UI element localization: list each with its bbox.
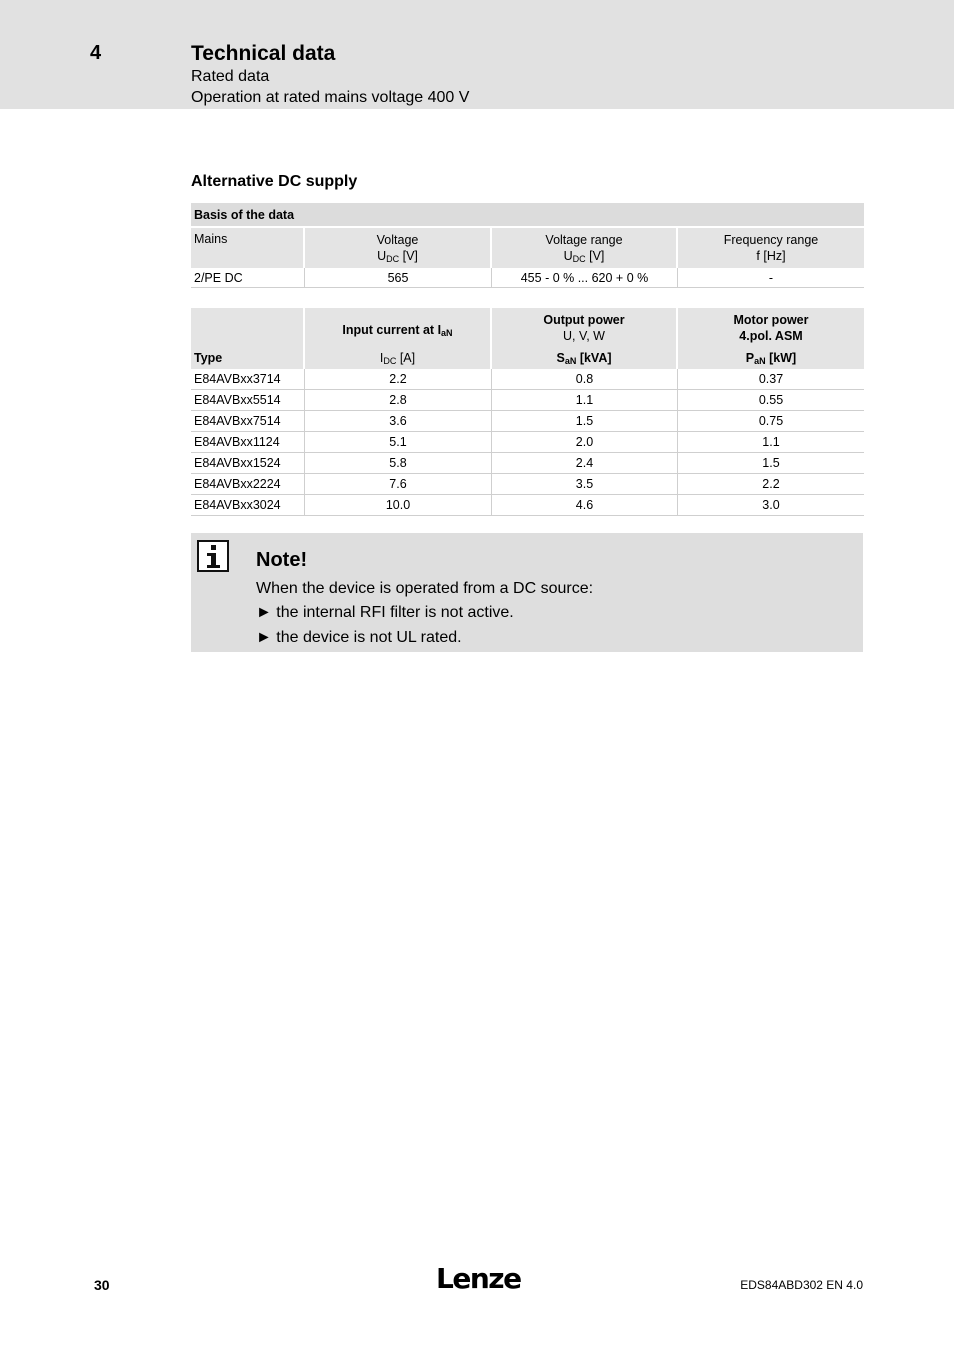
header-voltage-subscript: DC xyxy=(386,254,400,264)
header-type: Type xyxy=(191,308,305,369)
header-input-current xyxy=(305,308,492,369)
note-line-3: ► the device is not UL rated. xyxy=(256,629,462,646)
cell-output-power: 1.1 xyxy=(492,390,678,411)
cell-motor-power: 2.2 xyxy=(678,474,864,495)
cell-input-current: 2.2 xyxy=(305,369,492,390)
header-frequency xyxy=(678,226,864,268)
header-output-label: Output power xyxy=(543,313,625,327)
cell-type: E84AVBxx3714 xyxy=(191,369,305,390)
header-output-power xyxy=(492,308,678,369)
table-row xyxy=(191,495,864,516)
cell-type: E84AVBxx3024 xyxy=(191,495,305,516)
header-voltage-range xyxy=(492,226,678,268)
info-icon xyxy=(197,540,229,572)
note-line-1: When the device is operated from a DC source: xyxy=(256,580,594,597)
page-number: 30 xyxy=(94,1277,110,1293)
basis-table xyxy=(191,203,864,288)
table-row xyxy=(191,453,864,474)
cell-type: E84AVBxx1524 xyxy=(191,453,305,474)
cell-output-power: 1.5 xyxy=(492,411,678,432)
cell-motor-power: 3.0 xyxy=(678,495,864,516)
header-subtitle-1: Rated data xyxy=(191,68,270,85)
cell-input-current: 10.0 xyxy=(305,495,492,516)
header-freq-label: Frequency range xyxy=(723,233,819,247)
cell-output-power: 2.0 xyxy=(492,432,678,453)
cell-motor-power: 0.55 xyxy=(678,390,864,411)
cell-motor-power: 1.1 xyxy=(678,432,864,453)
header-freq-unit: f [Hz] xyxy=(756,249,786,263)
cell-type: E84AVBxx2224 xyxy=(191,474,305,495)
cell-mains: 2/PE DC xyxy=(191,268,305,288)
header-output-unit-group: $S_{aN}$ [kVA] xyxy=(556,351,612,366)
header-motor-subline: 4.pol. ASM xyxy=(739,329,803,343)
table-row xyxy=(191,390,864,411)
cell-input-current: 2.8 xyxy=(305,390,492,411)
header-band xyxy=(0,0,954,109)
header-range-symbol: U xyxy=(563,249,573,263)
table-row xyxy=(191,411,864,432)
basis-caption: Basis of the data xyxy=(191,203,864,226)
header-voltage-unit: [V] xyxy=(402,249,418,263)
header-range-subscript: DC xyxy=(572,254,586,264)
header-motor-power xyxy=(678,308,864,369)
cell-output-power: 0.8 xyxy=(492,369,678,390)
cell-motor-power: 0.75 xyxy=(678,411,864,432)
cell-voltage: 565 xyxy=(305,268,492,288)
table-row xyxy=(191,474,864,495)
note-line-2: ► the internal RFI filter is not active. xyxy=(256,604,514,621)
basis-header-row xyxy=(191,226,864,268)
lenze-logo: Lenze xyxy=(436,1262,521,1295)
cell-output-power: 2.4 xyxy=(492,453,678,474)
table-row xyxy=(191,432,864,453)
header-motor-label: Motor power xyxy=(733,313,809,327)
header-mains: Mains xyxy=(191,226,305,268)
power-table xyxy=(191,308,864,516)
cell-output-power: 3.5 xyxy=(492,474,678,495)
header-input-symbol: I xyxy=(379,351,384,365)
cell-motor-power: 0.37 xyxy=(678,369,864,390)
header-voltage xyxy=(305,226,492,268)
table-row xyxy=(191,369,864,390)
cell-type: E84AVBxx1124 xyxy=(191,432,305,453)
cell-input-current: 3.6 xyxy=(305,411,492,432)
header-voltage-label: Voltage xyxy=(376,233,419,247)
header-range-label: Voltage range xyxy=(545,233,623,247)
cell-type: E84AVBxx7514 xyxy=(191,411,305,432)
section-title: Alternative DC supply xyxy=(191,173,358,190)
cell-motor-power: 1.5 xyxy=(678,453,864,474)
power-header-row xyxy=(191,308,864,369)
cell-range: 455 - 0 % ... 620 + 0 % xyxy=(492,268,678,288)
header-output-subline: U, V, W xyxy=(563,329,605,343)
header-input-label: Input current at $I_{aN}$ xyxy=(342,323,453,338)
chapter-number: 4 xyxy=(90,42,102,64)
header-voltage-symbol: U xyxy=(377,249,387,263)
header-motor-unit-group: $P_{aN}$ [kW] xyxy=(745,351,797,366)
document-id: EDS84ABD302 EN 4.0 xyxy=(740,1278,863,1292)
cell-frequency: - xyxy=(678,268,864,288)
header-input-subscript: DC xyxy=(383,356,397,366)
header-input-unit: [A] xyxy=(399,351,416,365)
cell-type: E84AVBxx5514 xyxy=(191,390,305,411)
cell-input-current: 5.8 xyxy=(305,453,492,474)
chapter-title: Technical data xyxy=(191,42,336,65)
header-range-unit: [V] xyxy=(589,249,605,263)
note-title: Note! xyxy=(256,549,308,571)
cell-input-current: 7.6 xyxy=(305,474,492,495)
header-subtitle-2: Operation at rated mains voltage 400 V xyxy=(191,89,470,106)
note-box xyxy=(191,533,863,652)
table-row xyxy=(191,268,864,288)
cell-input-current: 5.1 xyxy=(305,432,492,453)
cell-output-power: 4.6 xyxy=(492,495,678,516)
